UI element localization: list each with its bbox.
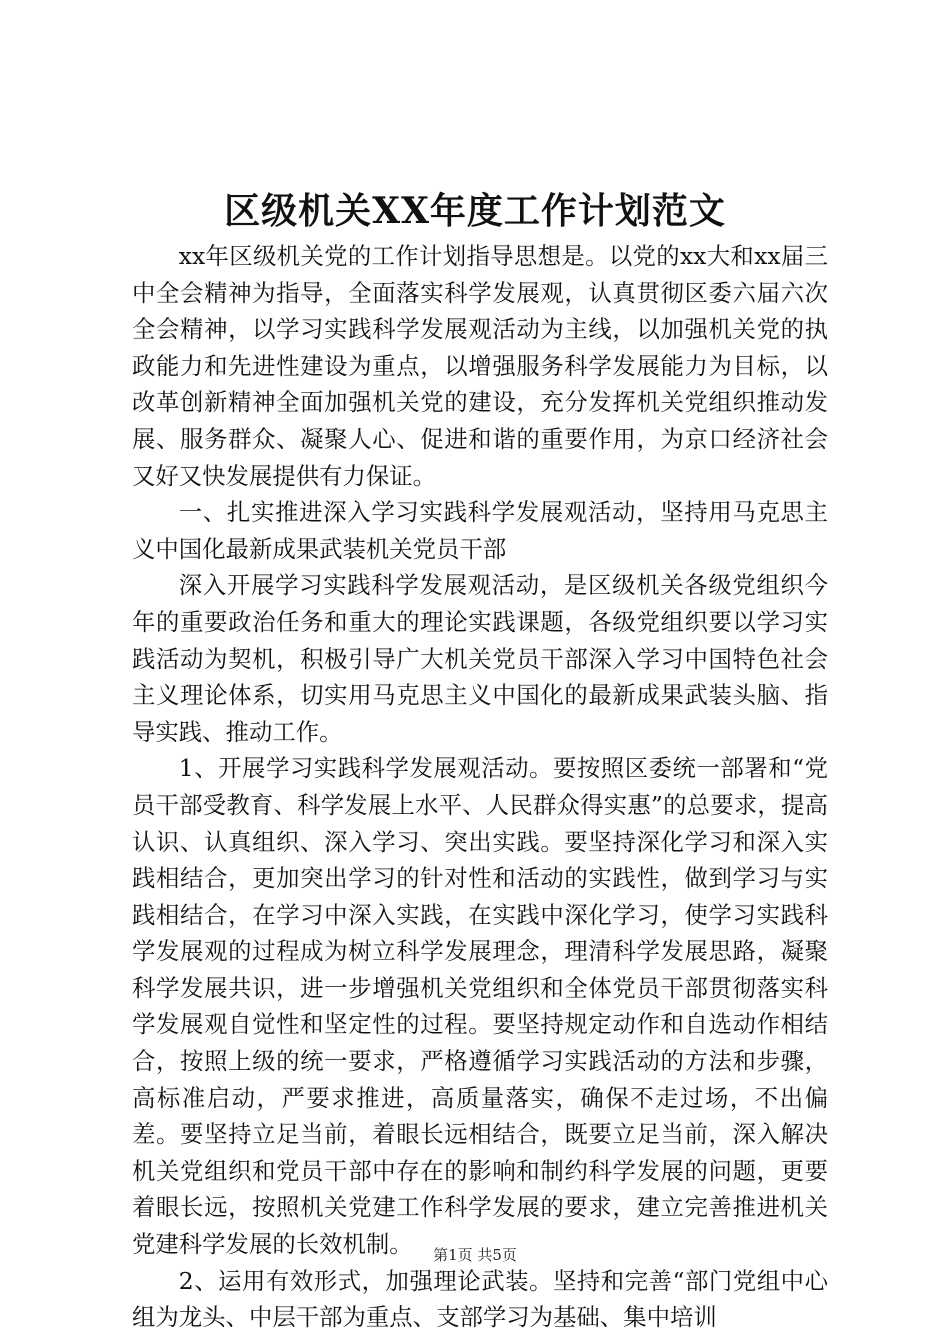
document-title: 区级机关XX年度工作计划范文 — [224, 190, 726, 232]
document-body — [132, 238, 828, 1336]
paragraph-section-one-intro: 深入开展学习实践科学发展观活动，是区级机关各级党组织今年的重要政治任务和重大的理论实践课题，各级党组织要以学习实践活动为契机，积极引导广大机关党员干部深入学习中国特色社会主义理论体系，切实用马克思主义中国化的最新成果武装头脑、指导实践、推动工作。 — [132, 571, 828, 746]
page-footer: 第1页 共5页 — [433, 1246, 517, 1264]
paragraph-guiding-ideology: xx年区级机关党的工作计划指导思想是。以党的xx大和xx届三中全会精神为指导，全面落实科学发展观，认真贯彻区委六届六次全会精神，以学习实践科学发展观活动为主线，以加强机关党的执政能力和先进性建设为重点，以增强服务科学发展能力为目标，以改革创新精神全面加强机关党的建设，充分发挥机关党组织推动发展、服务群众、凝聚人心、促进和谐的重要作用，为京口经济社会又好又快发展提供有力保证。 — [132, 242, 828, 490]
paragraph-section-one-heading: 一、扎实推进深入学习实践科学发展观活动，坚持用马克思主义中国化最新成果武装机关党员干部 — [132, 498, 828, 563]
paragraph-item-two: 2、运用有效形式，加强理论武装。坚持和完善“部门党组中心组为龙头、中层干部为重点、支部学习为基础、集中培训 — [132, 1266, 828, 1332]
paragraph-item-one: 1、开展学习实践科学发展观活动。要按照区委统一部署和“党员干部受教育、科学发展上水平、人民群众得实惠”的总要求，提高认识、认真组织、深入学习、突出实践。要坚持深化学习和深入实践相结合，更加突出学习的针对性和活动的实践性，做到学习与实践相结合，在学习中深入实践，在实践中深化学习，使学习实践科学发展观的过程成为树立科学发展理念，理清科学发展思路，凝聚科学发展共识，进一步增强机关党组织和全体党员干部贯彻落实科学发展观自觉性和坚定性的过程。要坚持规定动作和自选动作相结合，按照上级的统一要求，严格遵循学习实践活动的方法和步骤，高标准启动，严要求推进，高质量落实，确保不走过场，不出偏差。要坚持立足当前，着眼长远相结合，既要立足当前，深入解决机关党组织和党员干部中存在的影响和制约科学发展的问题，更要着眼长远，按照机关党建工作科学发展的要求，建立完善推进机关党建科学发展的长效机制。 — [132, 754, 828, 1259]
